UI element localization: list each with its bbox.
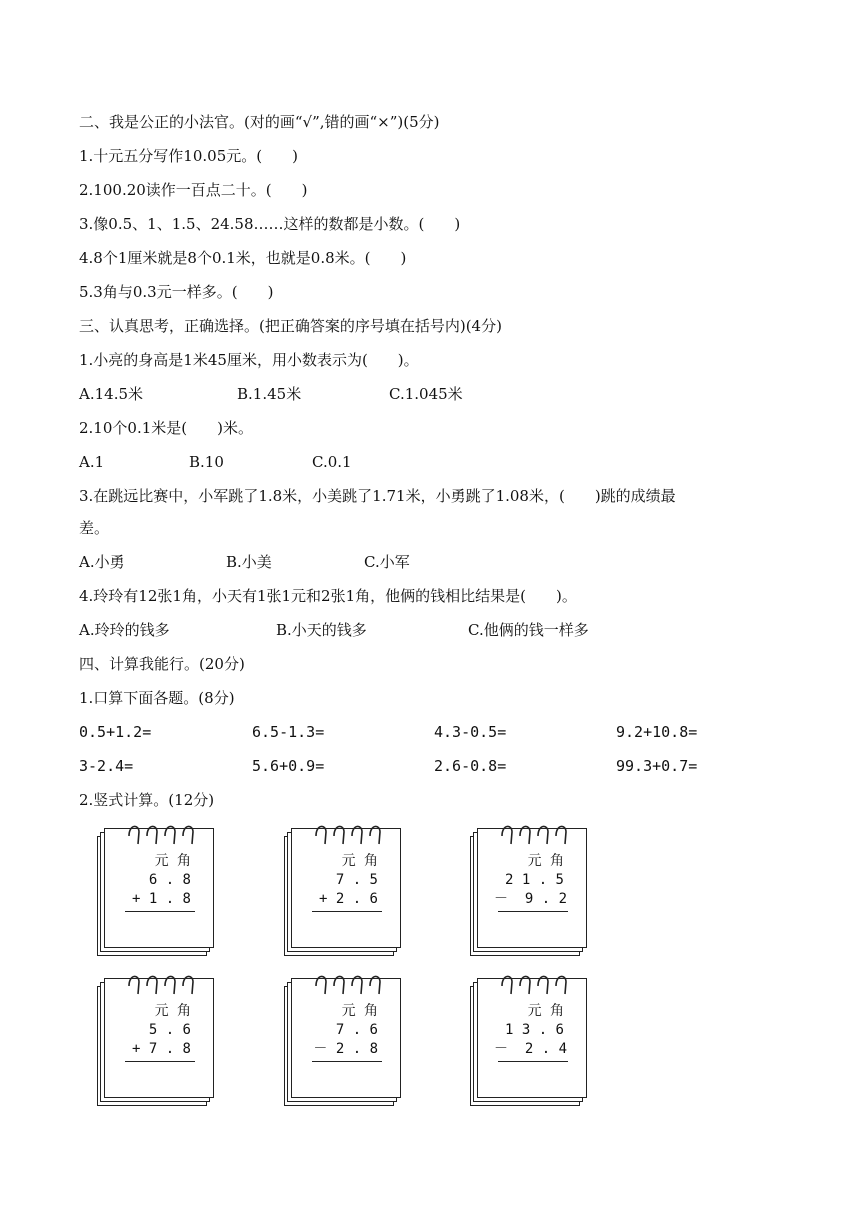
column-calculation <box>494 1002 574 1062</box>
calc-notepad-1 <box>97 822 217 962</box>
section2-item-3: 3.像0.5、1、1.5、24.58……这样的数都是小数。( ) <box>79 215 461 233</box>
calc-notepad-5 <box>284 972 404 1112</box>
section3-q4-option-c: C.他俩的钱一样多 <box>468 621 589 639</box>
operand-bottom: － 9 . 2 <box>494 891 568 907</box>
operand-bottom: － 2 . 4 <box>494 1041 568 1057</box>
answer-line <box>312 911 382 912</box>
column-header: 元 角 <box>527 1003 564 1019</box>
section4-part1-title: 1.口算下面各题。(8分) <box>79 689 235 707</box>
section2-item-2: 2.100.20读作一百点二十。( ) <box>79 181 308 199</box>
section3-q3-stem-line1: 3.在跳远比赛中，小军跳了1.8米，小美跳了1.71米，小勇跳了1.08米，( )跳的成绩最 <box>79 487 676 505</box>
section3-q3-option-a: A.小勇 <box>79 553 125 571</box>
operand-top: 6 . 8 <box>148 872 191 888</box>
section3-q1-option-b: B.1.45米 <box>237 385 302 403</box>
section3-q2-option-a: A.1 <box>79 453 105 471</box>
column-calculation <box>308 1002 388 1062</box>
answer-line <box>125 1061 195 1062</box>
mental-math-item: 6.5-1.3= <box>252 723 325 741</box>
mental-math-item: 2.6-0.8= <box>434 757 507 775</box>
section3-q4-stem: 4.玲玲有12张1角，小天有1张1元和2张1角，他俩的钱相比结果是( )。 <box>79 587 577 605</box>
calc-notepad-2 <box>284 822 404 962</box>
answer-line <box>312 1061 382 1062</box>
operand-top: 1 3 . 6 <box>504 1022 564 1038</box>
answer-line <box>498 911 568 912</box>
section2-item-5: 5.3角与0.3元一样多。( ) <box>79 283 274 301</box>
operand-bottom: － 2 . 8 <box>313 1041 378 1057</box>
column-header: 元 角 <box>154 853 191 869</box>
section3-q3-stem-line2: 差。 <box>79 519 110 537</box>
spiral-rings-icon <box>125 972 205 996</box>
spiral-rings-icon <box>312 822 392 846</box>
column-calculation <box>308 852 388 912</box>
spiral-rings-icon <box>498 822 578 846</box>
spiral-rings-icon <box>498 972 578 996</box>
operand-bottom: + 7 . 8 <box>131 1041 191 1057</box>
spiral-rings-icon <box>125 822 205 846</box>
answer-line <box>498 1061 568 1062</box>
mental-math-item: 99.3+0.7= <box>616 757 698 775</box>
section3-q3-option-c: C.小军 <box>364 553 410 571</box>
column-header: 元 角 <box>341 1003 378 1019</box>
answer-line <box>125 911 195 912</box>
section3-q3-option-b: B.小美 <box>226 553 272 571</box>
section3-q1-option-a: A.14.5米 <box>79 385 143 403</box>
mental-math-item: 5.6+0.9= <box>252 757 325 775</box>
operand-top: 5 . 6 <box>148 1022 191 1038</box>
section2-item-1: 1.十元五分写作10.05元。( ) <box>79 147 298 165</box>
section3-q4-option-a: A.玲玲的钱多 <box>79 621 170 639</box>
operand-bottom: + 1 . 8 <box>131 891 191 907</box>
section3-q2-option-b: B.10 <box>189 453 224 471</box>
column-calculation <box>121 852 201 912</box>
section2-item-4: 4.8个1厘米就是8个0.1米，也就是0.8米。( ) <box>79 249 407 267</box>
section4-part2-title: 2.竖式计算。(12分) <box>79 791 215 809</box>
section3-title: 三、认真思考，正确选择。(把正确答案的序号填在括号内)(4分) <box>79 317 502 335</box>
operand-top: 7 . 5 <box>335 872 378 888</box>
column-header: 元 角 <box>154 1003 191 1019</box>
column-header: 元 角 <box>527 853 564 869</box>
mental-math-item: 3-2.4= <box>79 757 134 775</box>
operand-top: 7 . 6 <box>335 1022 378 1038</box>
section4-title: 四、计算我能行。(20分) <box>79 655 245 673</box>
section3-q4-option-b: B.小天的钱多 <box>276 621 367 639</box>
calc-notepad-6 <box>470 972 590 1112</box>
section3-q1-option-c: C.1.045米 <box>389 385 463 403</box>
mental-math-item: 4.3-0.5= <box>434 723 507 741</box>
section3-q1-stem: 1.小亮的身高是1米45厘米，用小数表示为( )。 <box>79 351 419 369</box>
mental-math-item: 9.2+10.8= <box>616 723 698 741</box>
calc-notepad-4 <box>97 972 217 1112</box>
spiral-rings-icon <box>312 972 392 996</box>
mental-math-item: 0.5+1.2= <box>79 723 152 741</box>
column-calculation <box>494 852 574 912</box>
column-header: 元 角 <box>341 853 378 869</box>
calc-notepad-3 <box>470 822 590 962</box>
operand-top: 2 1 . 5 <box>504 872 564 888</box>
operand-bottom: + 2 . 6 <box>318 891 378 907</box>
section3-q2-stem: 2.10个0.1米是( )米。 <box>79 419 253 437</box>
section3-q2-option-c: C.0.1 <box>312 453 352 471</box>
column-calculation <box>121 1002 201 1062</box>
section2-title: 二、我是公正的小法官。(对的画“√”,错的画“×”)(5分) <box>79 113 440 131</box>
